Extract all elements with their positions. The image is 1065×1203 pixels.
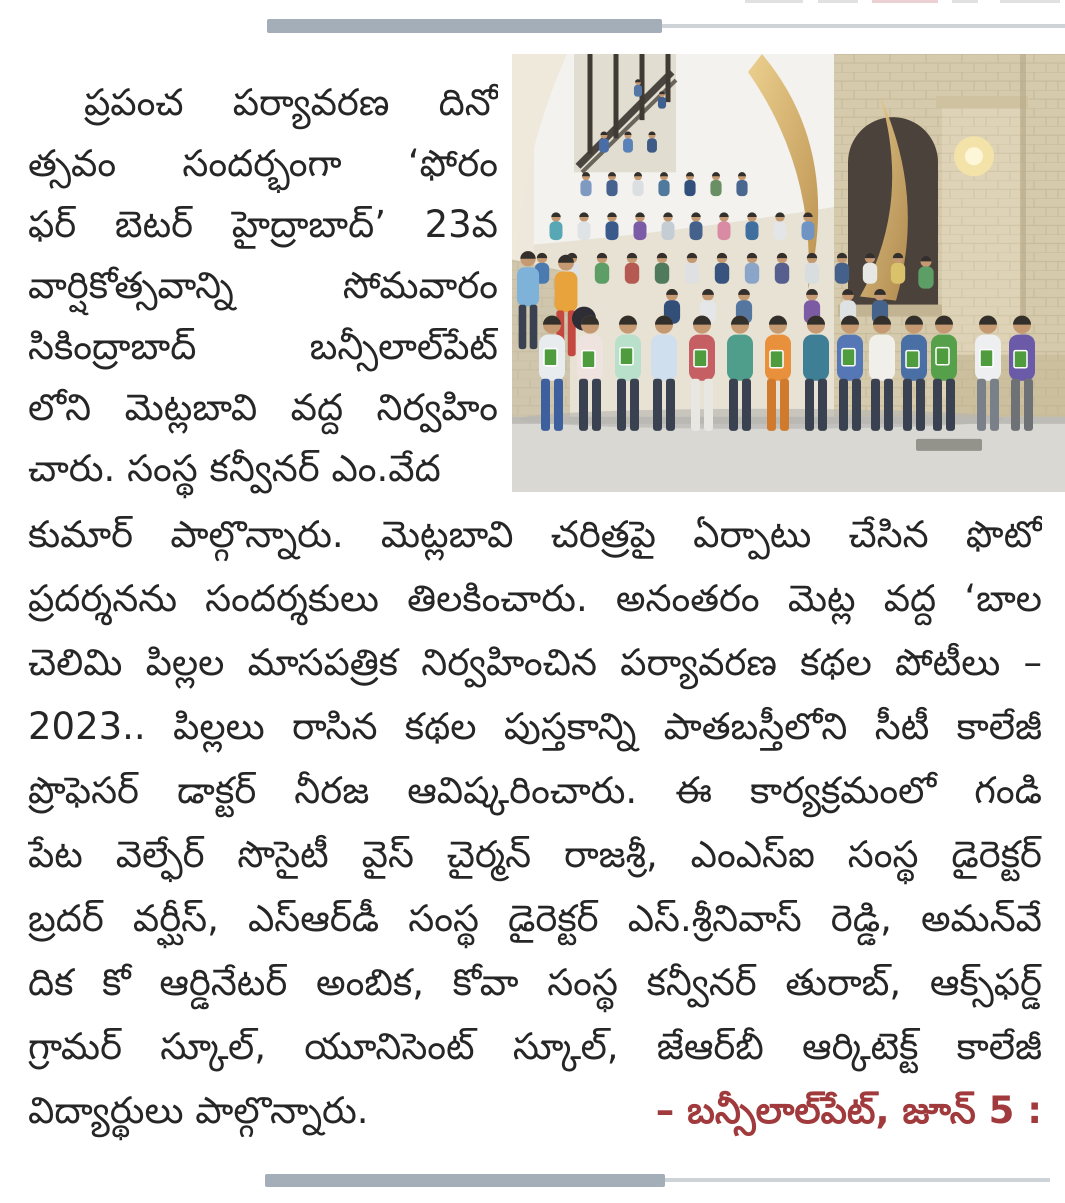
article-line: కుమార్ పాల్గొన్నారు. మెట్లబావి చరిత్రపై ఏర్పాటు చేసిన ఫొటో (28, 513, 1042, 556)
bottom-rule-thin (665, 1178, 1050, 1182)
cutoff-text-fragment (1000, 0, 1060, 3)
dateline: – బన్సీలాల్‌పేట్, జూన్ 5 : (655, 1089, 1042, 1132)
article-line: చారు. సంస్థ కన్వీనర్ ఎం.వేద (28, 447, 441, 490)
closing-text: విద్యార్థులు పాల్గొన్నారు. (28, 1089, 369, 1132)
article-line: లోని మెట్లబావి వద్ద నిర్వహిం (28, 386, 498, 429)
article-line: దిక కో ఆర్డినేటర్ అంబిక, కోవా సంస్థ కన్వీనర్ తురాబ్, ఆక్స్‌ఫర్డ్ (28, 961, 1042, 1004)
article-line: త్సవం సందర్భంగా ‘ఫోరం (28, 142, 498, 185)
article-line: ప్రదర్శనను సందర్శకులు తిలకించారు. అనంతరం మెట్ల వద్ద ‘బాల (28, 577, 1042, 620)
article-line: ప్రొఫెసర్ డాక్టర్ నీరజ ఆవిష్కరించారు. ఈ కార్యక్రమంలో గండి (28, 769, 1042, 812)
article-line: ఫర్ బెటర్ హైద్రాబాద్’ 23వ (28, 203, 498, 246)
article-line: 2023.. పిల్లలు రాసిన కథల పుస్తకాన్ని పాతబస్తీలోని సీటీ కాలేజీ (28, 705, 1042, 748)
top-rule-thick (267, 19, 662, 33)
article-closing-line (28, 1082, 1042, 1144)
article-line: ప్రపంచ పర్యావరణ దినో (84, 81, 498, 124)
article-line: వార్షికోత్సవాన్ని సోమవారం (28, 264, 498, 307)
cutoff-text-fragment (818, 0, 858, 3)
cutoff-text-fragment (872, 0, 938, 3)
cutoff-text-fragment (745, 0, 803, 3)
top-rule-thin (662, 24, 1065, 28)
article-line: పేట వెల్ఫేర్ సొసైటీ వైస్ చైర్మన్ రాజశ్రీ, ఎంఎస్ఐ సంస్థ డైరెక్టర్ (28, 833, 1042, 876)
stepwell-crowd-illustration (512, 54, 1065, 492)
article-line: చెలిమి పిల్లల మాసపత్రిక నిర్వహించిన పర్యావరణ కథల పోటీలు – (28, 641, 1042, 684)
article-line: సికింద్రాబాద్ బన్సీలాల్‌పేట్ (28, 325, 498, 368)
news-photo (512, 54, 1065, 492)
article-line: బ్రదర్ వర్ఘీస్, ఎస్ఆర్‌డీ సంస్థ డైరెక్టర్ ఎస్.శ్రీనివాస్ రెడ్డి, అమన్‌వే (28, 897, 1042, 940)
article-line: గ్రామర్ స్కూల్, యూనిసెంట్ స్కూల్, జేఆర్‌బీ ఆర్కిటెక్ట్ కాలేజీ (28, 1025, 1042, 1068)
cutoff-text-fragment (952, 0, 978, 3)
bottom-rule-thick (265, 1174, 665, 1187)
